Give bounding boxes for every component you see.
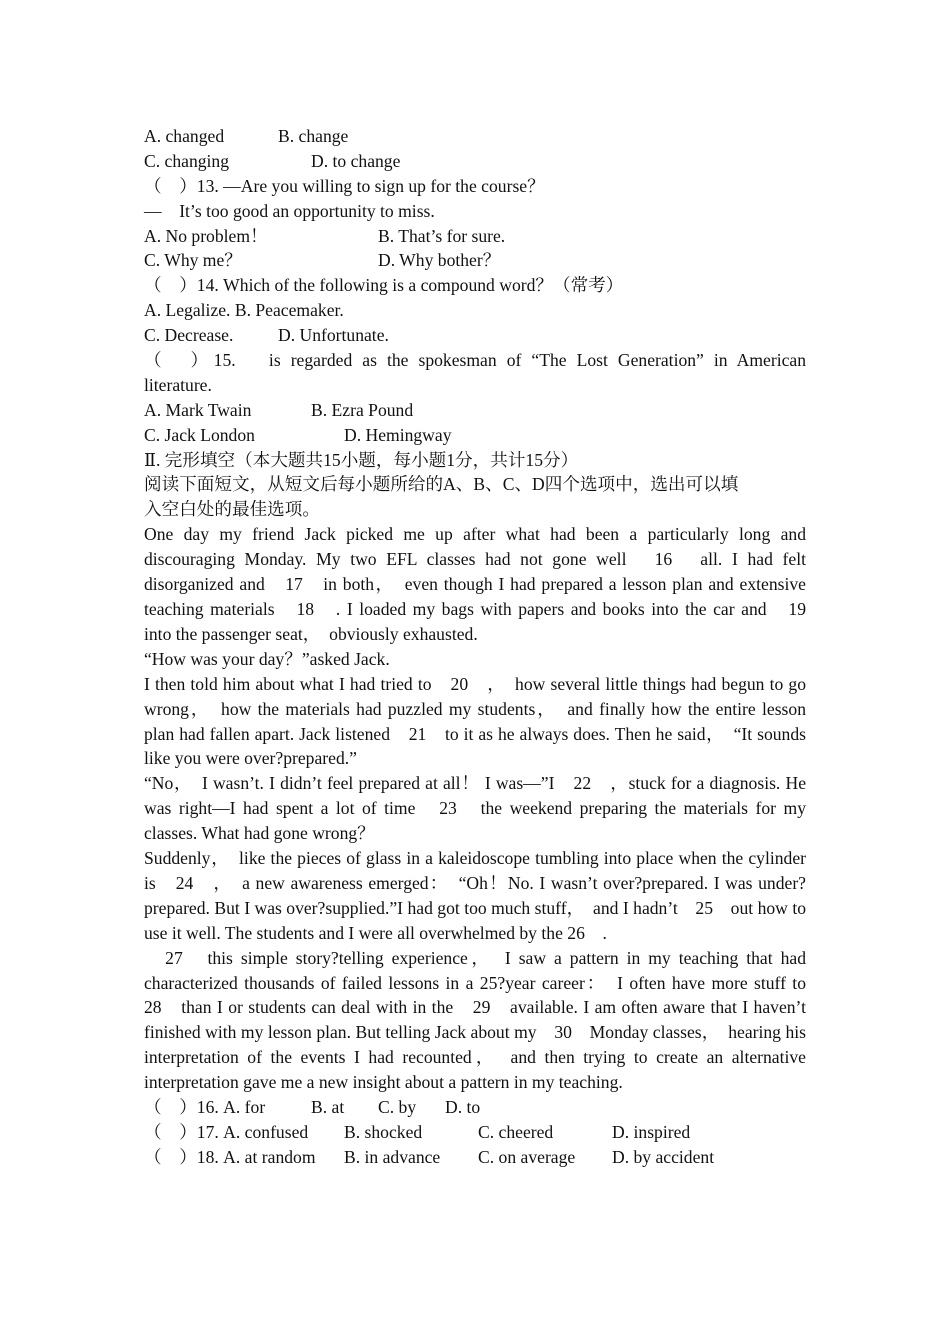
q12-options-row-2 <box>144 149 806 174</box>
q18-option-b: B. in advance <box>344 1146 441 1167</box>
q16-option-b: B. at <box>311 1097 345 1118</box>
q15-option-a: A. Mark Twain <box>144 399 252 420</box>
q13-option-b: B. That’s for sure. <box>378 225 506 246</box>
q18-options <box>144 1145 806 1170</box>
passage-paragraph-4: “No， I wasn’t. I didn’t feel prepared at all！ I was—”I 22 ，stuck for a diagnosis. He was right—I had spent a lot of time 23 the weekend preparing the materials for my classes. What had gone wrong？ <box>144 773 806 844</box>
passage-paragraph-1: One day my friend Jack picked me up after what had been a particularly long and discouraging Monday. My two EFL classes had not gone well 16 all. I had felt disorganized and 17 in both， even though I had prepared a lesson plan and extensive teaching materials 18 . I loaded my bags with papers and books into the car and 19 into the passenger seat， obviously exhausted. <box>144 524 824 644</box>
q13-stem: （ ）13. —Are you willing to sign up for the course？ <box>144 175 545 196</box>
q18-option-a: （ ）18. A. at random <box>144 1146 316 1167</box>
q16-option-d: D. to <box>445 1097 481 1118</box>
q15-options-row-2 <box>144 423 806 448</box>
q12-options-row-1 <box>144 124 806 149</box>
q14-options-row-2 <box>144 323 806 348</box>
q15-option-b: B. Ezra Pound <box>311 399 414 420</box>
section-2-instruction-line-2: 入空白处的最佳选项。 <box>144 499 320 520</box>
q16-option-a: （ ）16. A. for <box>144 1097 266 1118</box>
q13-options-row-2 <box>144 248 806 273</box>
q17-option-d: D. inspired <box>612 1121 691 1142</box>
q16-options <box>144 1095 806 1120</box>
q17-option-a: （ ）17. A. confused <box>144 1121 309 1142</box>
q13-option-c: C. Why me？ <box>144 250 242 271</box>
q14-stem: （ ）14. Which of the following is a compound word？（常考） <box>144 275 624 296</box>
q13-options-row-1 <box>144 224 806 249</box>
q17-option-b: B. shocked <box>344 1121 423 1142</box>
passage-paragraph-3: I then told him about what I had tried to 20 ， how several little things had begun to go wrong， how the materials had puzzled my students， and finally how the entire lesson plan had fallen apart. Jack listened 21 to it as he always does. Then he said， “It sounds like you were over?prepared.” <box>144 673 806 769</box>
q12-option-b: B. change <box>278 126 349 146</box>
q15-stem-line-1: （ ）15. is regarded as the spokesman of “The Lost Generation” in American <box>144 350 806 371</box>
q17-option-c: C. cheered <box>478 1121 554 1142</box>
q14-options-ab: A. Legalize. B. Peacemaker. <box>144 300 344 321</box>
q13-option-d: D. Why bother？ <box>378 250 501 271</box>
q15-option-d: D. Hemingway <box>344 424 452 445</box>
passage-paragraph-2: “How was your day？”asked Jack. <box>144 648 390 669</box>
q15-option-c: C. Jack London <box>144 424 255 445</box>
q12-option-a: A. changed <box>144 126 225 146</box>
q15-options-row-1 <box>144 398 806 423</box>
exam-page <box>144 124 824 1170</box>
q13-reply: — It’s too good an opportunity to miss. <box>144 200 435 221</box>
passage-paragraph-5: Suddenly， like the pieces of glass in a kaleidoscope tumbling into place when the cylinder is 24 ， a new awareness emerged： “Oh！No. I wasn’t over?prepared. I was under?prepared. But I was over?supplied.”I had got too much stuff， and I hadn’t 25 out how to use it well. The students and I were all overwhelmed by the 26 . <box>144 848 806 943</box>
q16-option-c: C. by <box>378 1097 417 1118</box>
section-2-heading: Ⅱ. 完形填空（本大题共15小题，每小题1分，共计15分） <box>144 449 579 470</box>
q18-option-c: C. on average <box>478 1146 576 1167</box>
section-2-instruction-line-1: 阅读下面短文，从短文后每小题所给的A、B、C、D四个选项中，选出可以填 <box>144 474 739 495</box>
q15-stem-line-2: literature. <box>144 374 212 395</box>
q14-option-c: C. Decrease. <box>144 325 234 346</box>
q14-option-d: D. Unfortunate. <box>278 325 389 346</box>
q18-option-d: D. by accident <box>612 1146 715 1167</box>
q12-option-c: C. changing <box>144 150 230 171</box>
q13-option-a: A. No problem！ <box>144 225 268 246</box>
passage-paragraph-6: 27 this simple story?telling experience， I saw a pattern in my teaching that had characterized thousands of failed lessons in a 25?year career： I often have more stuff to 28 than I or students can deal with in the 29 available. I am often aware that I haven’t finished with my lesson plan. But telling Jack about my 30 Monday classes， hearing his interpretation of the events I had recounted， and then trying to create an alternative interpretation gave me a new insight about a pattern in my teaching. <box>144 947 824 1093</box>
q17-options <box>144 1120 806 1145</box>
q12-option-d: D. to change <box>311 150 401 171</box>
